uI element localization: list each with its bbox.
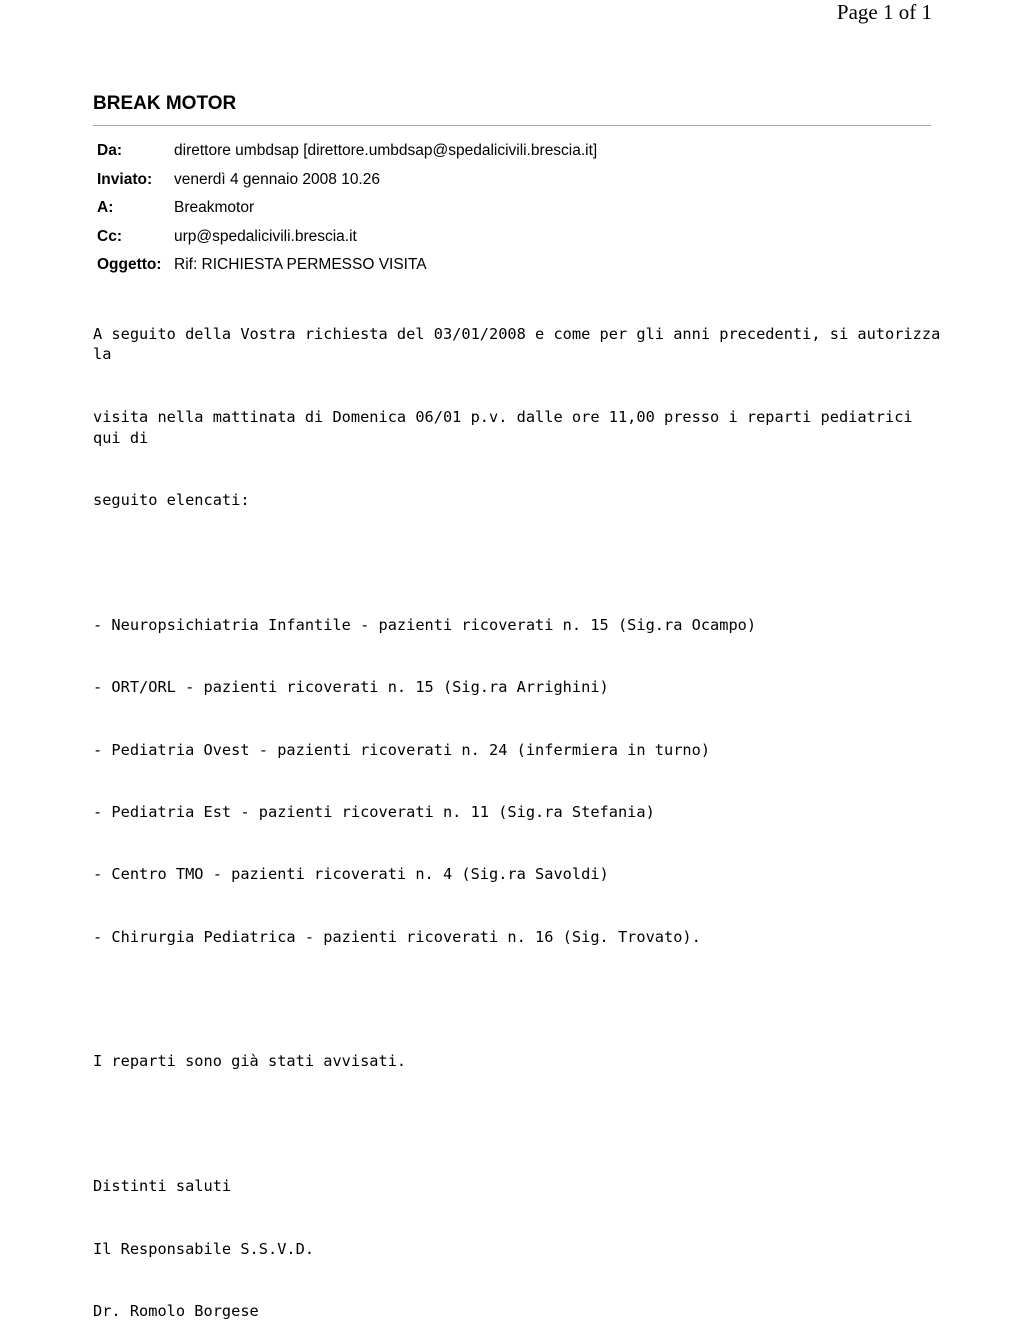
ward-list-item: - Pediatria Est - pazienti ricoverati n. 11 (Sig.ra Stefania) bbox=[93, 802, 655, 821]
header-row-cc bbox=[97, 227, 597, 256]
header-label-sent: Inviato: bbox=[97, 170, 153, 188]
header-value-to: Breakmotor bbox=[174, 199, 255, 216]
header-label-subject: Oggetto: bbox=[97, 256, 162, 273]
header-row-to bbox=[97, 198, 597, 227]
header-row-subject bbox=[97, 255, 597, 284]
email-body bbox=[93, 282, 950, 1343]
header-value-from: direttore umbdsap [direttore.umbdsap@spedalicivili.brescia.it] bbox=[174, 142, 598, 159]
header-value-subject: Rif: RICHIESTA PERMESSO VISITA bbox=[174, 256, 427, 273]
header-label-from: Da: bbox=[97, 142, 122, 159]
ward-list-item: - Pediatria Ovest - pazienti ricoverati n. 24 (infermiera in turno) bbox=[93, 740, 711, 759]
body-notice: I reparti sono già stati avvisati. bbox=[93, 1052, 407, 1071]
closing-greeting: Distinti saluti bbox=[93, 1177, 232, 1196]
ward-list-item: - Chirurgia Pediatrica - pazienti ricoverati n. 16 (Sig. Trovato). bbox=[93, 927, 701, 946]
email-title: BREAK MOTOR bbox=[93, 93, 237, 114]
closing-signatory: Dr. Romolo Borgese bbox=[93, 1302, 259, 1321]
paragraph-spacer bbox=[93, 552, 943, 573]
header-value-cc: urp@spedalicivili.brescia.it bbox=[174, 227, 357, 245]
email-headers bbox=[97, 141, 597, 284]
header-label-to: A: bbox=[97, 199, 114, 216]
ward-list-item: - Centro TMO - pazienti ricoverati n. 4 (Sig.ra Savoldi) bbox=[93, 865, 609, 884]
ward-list-item: - Neuropsichiatria Infantile - pazienti ricoverati n. 15 (Sig.ra Ocampo) bbox=[93, 615, 757, 634]
paragraph-spacer bbox=[93, 989, 943, 1010]
title-divider bbox=[93, 125, 931, 126]
body-intro-line: visita nella mattinata di Domenica 06/01 p.v. dalle ore 11,00 presso i reparti pediatrici qui di bbox=[93, 407, 922, 447]
header-row-sent bbox=[97, 170, 597, 199]
paragraph-spacer bbox=[93, 1114, 943, 1135]
ward-list-item: - ORT/ORL - pazienti ricoverati n. 15 (Sig.ra Arrighini) bbox=[93, 678, 609, 697]
body-intro-line: seguito elencati: bbox=[93, 490, 250, 509]
page-number: Page 1 of 1 bbox=[836, 0, 932, 24]
closing-role: Il Responsabile S.S.V.D. bbox=[93, 1239, 315, 1258]
header-label-cc: Cc: bbox=[97, 227, 122, 245]
header-row-from bbox=[97, 141, 597, 170]
header-value-sent: venerdì 4 gennaio 2008 10.26 bbox=[174, 170, 380, 188]
body-intro-line: A seguito della Vostra richiesta del 03/01/2008 e come per gli anni precedenti, si autorizza la bbox=[93, 324, 950, 364]
